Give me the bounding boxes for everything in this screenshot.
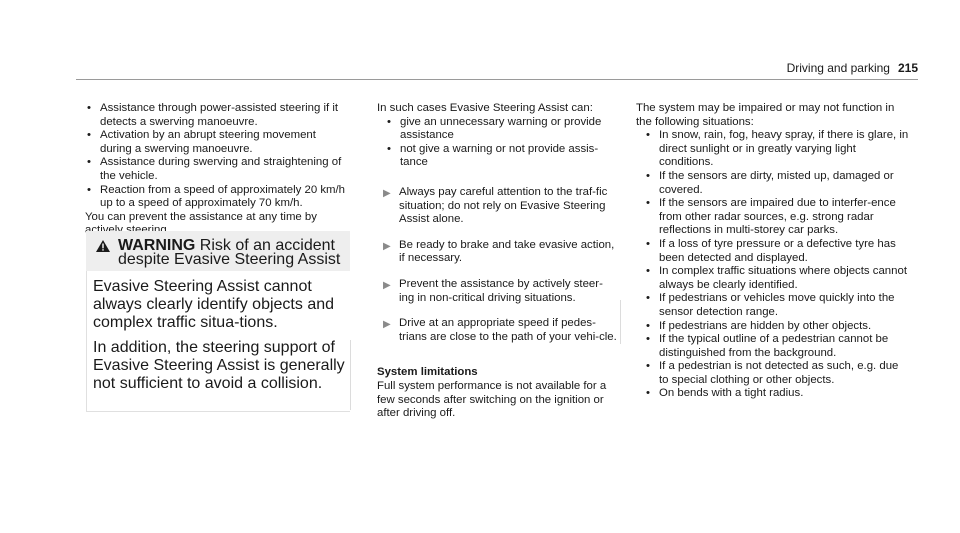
header-divider: [76, 79, 918, 80]
list-item: • On bends with a tight radius.: [644, 387, 911, 401]
list-item: • In complex traffic situations where objects cannot always be clearly identified.: [644, 265, 911, 292]
list-item: • Activation by an abrupt steering movement during a swerving manoeuvre.: [85, 129, 350, 156]
list-item: • If pedestrians or vehicles move quickly into the sensor detection range.: [644, 292, 911, 319]
warning-label: WARNING: [118, 237, 196, 254]
instruction-item: [377, 278, 617, 305]
warning-text: Evasive Steering Assist cannot always clearly identify objects and complex traffic situa-tions.: [93, 278, 335, 331]
instruction-text: Be ready to brake and take evasive action, if necessary.: [399, 238, 615, 265]
intro-text: The system may be impaired or may not function in the following situations:: [636, 102, 895, 128]
warning-header: [86, 231, 350, 271]
instruction-text: Drive at an appropriate speed if pedes-trians are close to the path of your vehi-cle.: [399, 317, 617, 343]
warning-triangle-icon: [96, 240, 110, 252]
list-item: • Assistance through power-assisted steering if it detects a swerving manoeuvre.: [85, 102, 350, 129]
page-header: [787, 61, 918, 75]
instruction-item: [377, 186, 617, 227]
list-item: • In snow, rain, fog, heavy spray, if there is glare, in direct sunlight or in greatly varying light conditions.: [644, 129, 911, 170]
arrow-right-icon: ▶: [383, 187, 391, 199]
section-heading: System limitations: [377, 366, 478, 379]
feature-list: [85, 102, 350, 211]
list-item: • If the sensors are impaired due to interfer-ence from other radar sources, e.g. strong radar reflections in multi-storey car parks.: [644, 197, 911, 238]
section-title: Driving and parking: [786, 61, 890, 75]
list-item: • Assistance during swerving and straightening of the vehicle.: [85, 156, 350, 183]
list-item: • If a loss of tyre pressure or a defective tyre has been detected and displayed.: [644, 238, 911, 265]
list-item: • If the sensors are dirty, misted up, damaged or covered.: [644, 170, 911, 197]
arrow-right-icon: ▶: [383, 240, 391, 252]
warning-body: [86, 271, 350, 412]
instruction-item: [377, 317, 617, 344]
list-item: • give an unnecessary warning or provide assistance: [385, 116, 617, 143]
page-number: 215: [897, 61, 918, 75]
system-limit-text: Full system performance is not available for a few seconds after switching on the ignition or after driving off.: [377, 379, 607, 420]
warning-box: [86, 231, 350, 412]
behaviour-list: [377, 116, 617, 170]
instruction-text: Prevent the assistance by actively steer-ing in non-critical driving situations.: [399, 277, 603, 304]
column-middle: [377, 102, 617, 421]
arrow-right-icon: ▶: [383, 319, 391, 331]
warning-title: Risk of an accident despite Evasive Steering Assist: [118, 237, 341, 268]
warning-text: In addition, the steering support of Evasive Steering Assist is generally not sufficient to avoid a collision.: [93, 339, 345, 392]
column-right: [636, 102, 911, 401]
list-item: • If a pedestrian is not detected as such, e.g. due to special clothing or other objects.: [644, 360, 911, 387]
column-left: [85, 102, 350, 238]
list-item: • Reaction from a speed of approximately 20 km/h up to a speed of approximately 70 km/h.: [85, 184, 350, 211]
prevent-note: You can prevent the assistance at any time by: [85, 210, 317, 223]
limitation-list: [636, 129, 911, 401]
column-divider: [350, 340, 351, 410]
list-item: • not give a warning or not provide assis-tance: [385, 143, 617, 170]
list-item: • If the typical outline of a pedestrian cannot be distinguished from the background.: [644, 333, 911, 360]
instruction-text: Always pay careful attention to the traf-fic situation; do not rely on Evasive Steering Assist alone.: [399, 185, 608, 226]
intro-text: In such cases Evasive Steering Assist can:: [377, 102, 593, 114]
instruction-item: [377, 239, 617, 266]
arrow-right-icon: ▶: [383, 279, 391, 291]
column-divider: [620, 300, 621, 344]
list-item: • If pedestrians are hidden by other objects.: [644, 320, 911, 334]
